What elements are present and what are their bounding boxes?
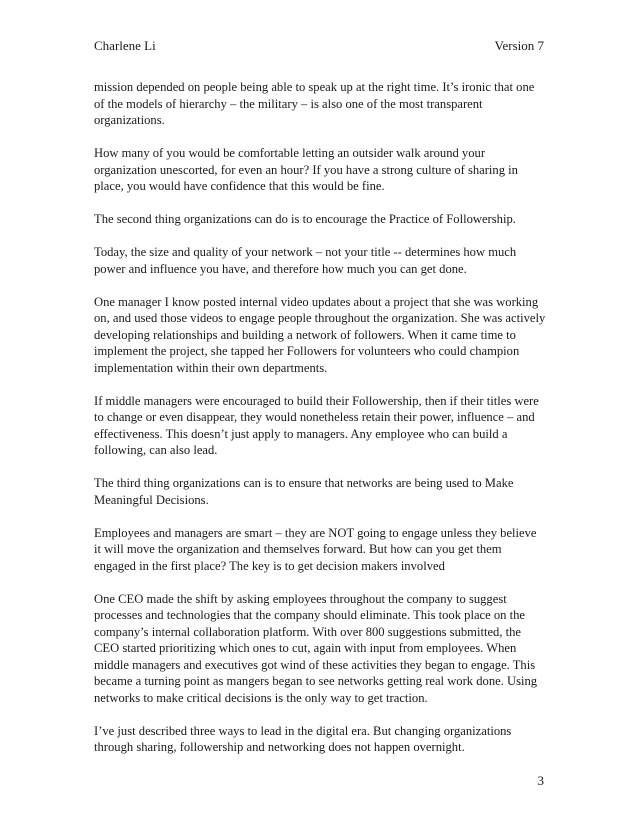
header-author: Charlene Li (94, 38, 156, 53)
paragraph: Employees and managers are smart – they are NOT going to engage unless they believe it will move the organization and themselves forward. But how can you get them engaged in the first place? The key is to get decision makers involved (94, 525, 537, 573)
paragraph: I’ve just described three ways to lead in the digital era. But changing organizations through sharing, followership and networking does not happen overnight. (94, 723, 512, 754)
paragraph: Today, the size and quality of your network – not your title -- determines how much power and influence you have, and therefore how much you can get done. (94, 245, 517, 276)
document-body (94, 79, 546, 772)
paragraph: The second thing organizations can do is to encourage the Practice of Followership. (94, 212, 516, 226)
page-header (94, 37, 544, 55)
paragraph: The third thing organizations can is to ensure that networks are being used to Make Meaningful Decisions. (94, 476, 514, 507)
paragraph: One CEO made the shift by asking employees throughout the company to suggest processes and technologies that the company should eliminate. This took place on the company’s internal collaboration platform. With over 800 suggestions submitted, the CEO started prioritizing which ones to cut, again with input from employees. When middle managers and executives got wind of these activities they began to engage. This became a turning point as mangers began to see networks getting real work done. Using networks to make critical decisions is the only way to get traction. (94, 591, 538, 705)
page-number: 3 (537, 773, 544, 788)
paragraph: If middle managers were encouraged to build their Followership, then if their titles were to change or even disappear, they would nonetheless retain their power, influence – and effectiveness. This doesn’t just apply to managers. Any employee who can build a following, can also lead. (94, 393, 539, 457)
header-version: Version 7 (494, 38, 544, 53)
paragraph: How many of you would be comfortable letting an outsider walk around your organization unescorted, for even an hour? If you have a strong culture of sharing in place, you would have confidence that this would be fine. (94, 146, 518, 193)
paragraph: mission depended on people being able to speak up at the right time. It’s ironic that one of the models of hierarchy – the military – is also one of the most transparent organizations. (94, 80, 535, 127)
paragraph: One manager I know posted internal video updates about a project that she was working on, and used those videos to engage people throughout the organization. She was actively developing relationships and building a network of followers. When it came time to implement the project, she tapped her Followers for volunteers who could champion implementation within their own departments. (94, 294, 546, 375)
